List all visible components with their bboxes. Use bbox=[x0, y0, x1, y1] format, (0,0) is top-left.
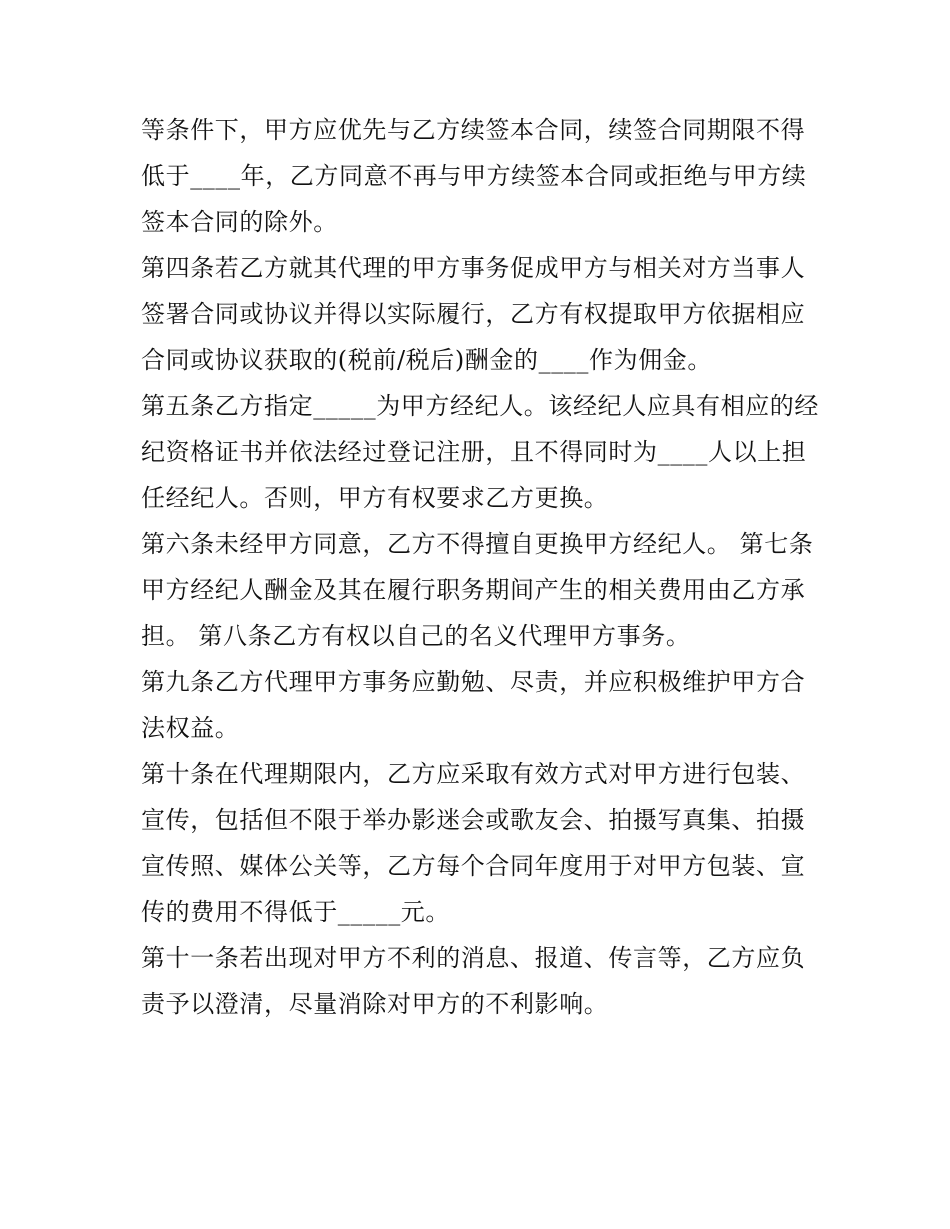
paragraph-article-4: 第四条若乙方就其代理的甲方事务促成甲方与相关对方当事人签署合同或协议并得以实际履行，乙方有权提取甲方依据相应合同或协议获取的(税前/税后)酬金的____作为佣金。 bbox=[141, 254, 806, 374]
document-page bbox=[141, 107, 821, 1027]
paragraph-article-5: 第五条乙方指定_____为甲方经纪人。该经纪人应具有相应的经纪资格证书并依法经过登记注册，且不得同时为____人以上担任经纪人。否则，甲方有权要求乙方更换。 bbox=[141, 392, 819, 512]
paragraph-article-11: 第十一条若出现对甲方不利的消息、报道、传言等，乙方应负责予以澄清，尽量消除对甲方的不利影响。 bbox=[141, 944, 806, 1018]
paragraph-article-10: 第十条在代理期限内，乙方应采取有效方式对甲方进行包装、宣传，包括但不限于举办影迷会或歌友会、拍摄写真集、拍摄宣传照、媒体公关等，乙方每个合同年度用于对甲方包装、宣传的费用不得低于_____元。 bbox=[141, 760, 806, 926]
paragraph-article-9: 第九条乙方代理甲方事务应勤勉、尽责，并应积极维护甲方合法权益。 bbox=[141, 668, 806, 742]
paragraph-renewal: 等条件下，甲方应优先与乙方续签本合同，续签合同期限不得低于____年，乙方同意不再与甲方续签本合同或拒绝与甲方续签本合同的除外。 bbox=[141, 116, 807, 236]
paragraph-article-6-8: 第六条未经甲方同意，乙方不得擅自更换甲方经纪人。 第七条甲方经纪人酬金及其在履行职务期间产生的相关费用由乙方承担。 第八条乙方有权以自己的名义代理甲方事务。 bbox=[141, 530, 814, 650]
